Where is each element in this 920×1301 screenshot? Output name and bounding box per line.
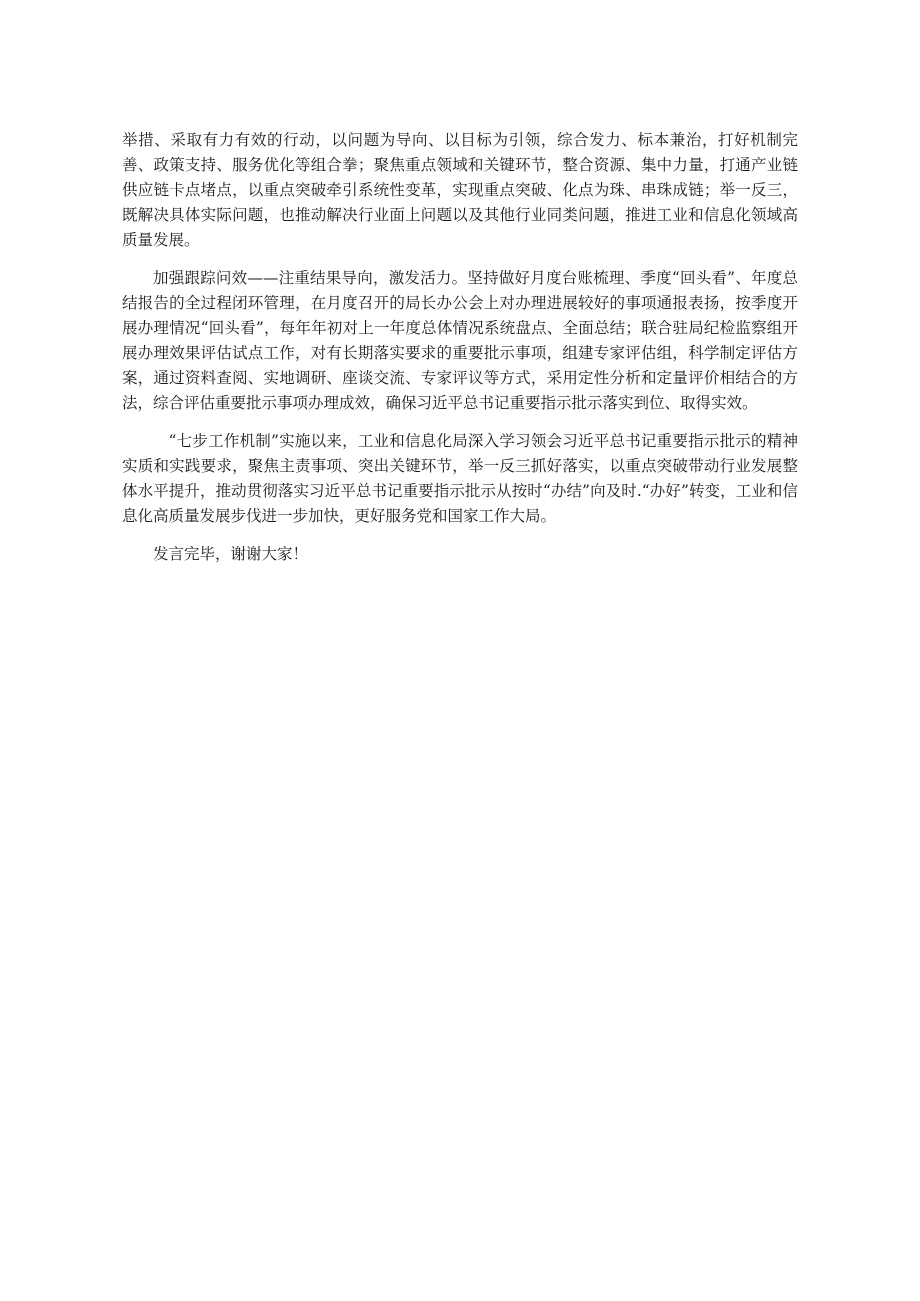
paragraph-summary: “七步工作机制”实施以来，工业和信息化局深入学习领会习近平总书记重要指示批示的精神实质和实践要求，聚焦主责事项、突出关键环节，举一反三抓好落实，以重点突破带动行业发展整体水平提升，推动贯彻落实习近平总书记重要指示批示从按时“办结”向及时.“办好”转变，工业和信息化高质量发展步伐进一步加快，更好服务党和国家工作大局。 bbox=[122, 432, 798, 525]
paragraph-closing: 发言完毕，谢谢大家！ bbox=[153, 545, 309, 563]
paragraph-continuation: 举措、采取有力有效的行动，以问题为导向、以目标为引领，综合发力、标本兼治，打好机制完善、政策支持、服务优化等组合拳；聚焦重点领域和关键环节，整合资源、集中力量，打通产业链供应链卡点堵点，以重点突破牵引系统性变革，实现重点突破、化点为珠、串珠成链；举一反三，既解决具体实际问题，也推动解决行业面上问题以及其他行业同类问题，推进工业和信息化领域高质量发展。 bbox=[122, 131, 798, 249]
paragraph-tracking: 加强跟踪问效——注重结果导向，激发活力。坚持做好月度台账梳理、季度“回头看”、年度总结报告的全过程闭环管理，在月度召开的局长办公会上对办理进展较好的事项通报表扬，按季度开展办理情况“回头看”，每年年初对上一年度总体情况系统盘点、全面总结；联合驻局纪检监察组开展办理效果评估试点工作，对有长期落实要求的重要批示事项，组建专家评估组，科学制定评估方案，通过资料查阅、实地调研、座谈交流、专家评议等方式，采用定性分析和定量评价相结合的方法，综合评估重要批示事项办理成效，确保习近平总书记重要指示批示落实到位、取得实效。 bbox=[122, 269, 798, 412]
document-body bbox=[122, 128, 798, 580]
